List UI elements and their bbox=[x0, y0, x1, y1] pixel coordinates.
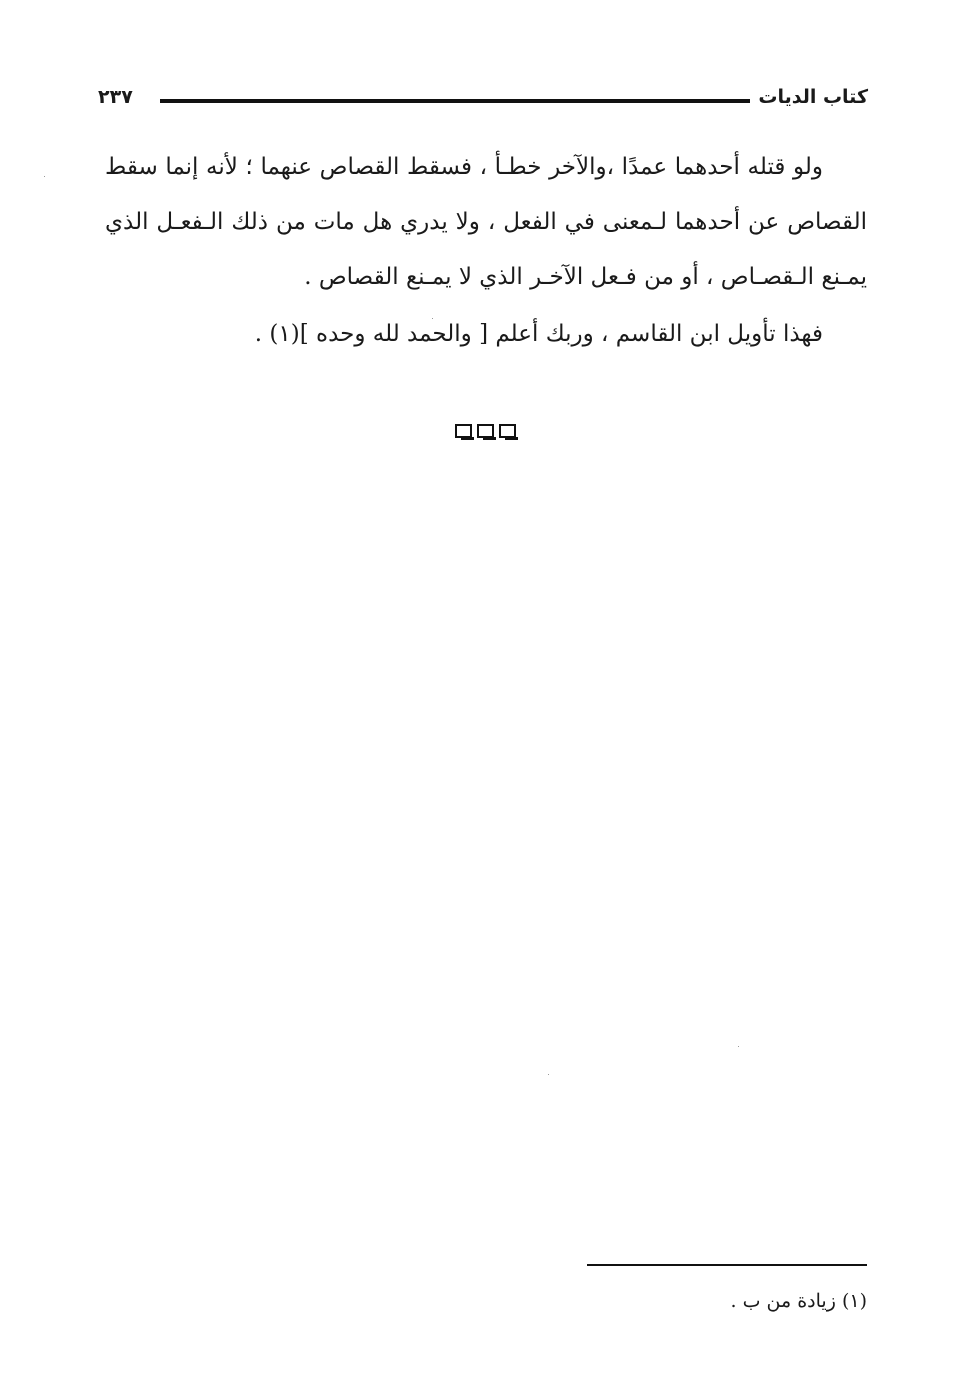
ornament-square-icon bbox=[477, 424, 494, 438]
scan-speck bbox=[548, 1074, 549, 1075]
footnote-divider bbox=[587, 1264, 867, 1266]
scan-speck bbox=[738, 1046, 739, 1047]
ornament-square-icon bbox=[455, 424, 472, 438]
paragraph: ولو قتله أحدهما عمدًا ،والآخر خطـأ ، فسقط القصاص عنهما ؛ لأنه إنما سقط القصاص عن أحدهما لـمعنى في الفعل ، ولا يدري هل مات من ذلك الـفعـل الذي يمـنع الـقصـاص ، أو من فـعل الآخـر الذي لا يمـنع القصاص . bbox=[105, 154, 867, 290]
ornament-square-icon bbox=[499, 424, 516, 438]
page-number: ٢٣٧ bbox=[98, 86, 133, 108]
running-header bbox=[98, 84, 868, 120]
closing-paragraph: فهذا تأويل ابن القاسم ، وربك أعلم [ والحمد لله وحده ](١) . bbox=[254, 321, 823, 347]
chapter-title: كتاب الديات bbox=[758, 86, 868, 108]
scan-speck bbox=[432, 318, 433, 319]
footnote: (١) زيادة من ب . bbox=[730, 1290, 867, 1312]
main-text bbox=[105, 140, 867, 362]
scan-speck bbox=[44, 176, 45, 177]
section-end-ornament bbox=[455, 424, 521, 442]
header-rule bbox=[160, 99, 750, 103]
